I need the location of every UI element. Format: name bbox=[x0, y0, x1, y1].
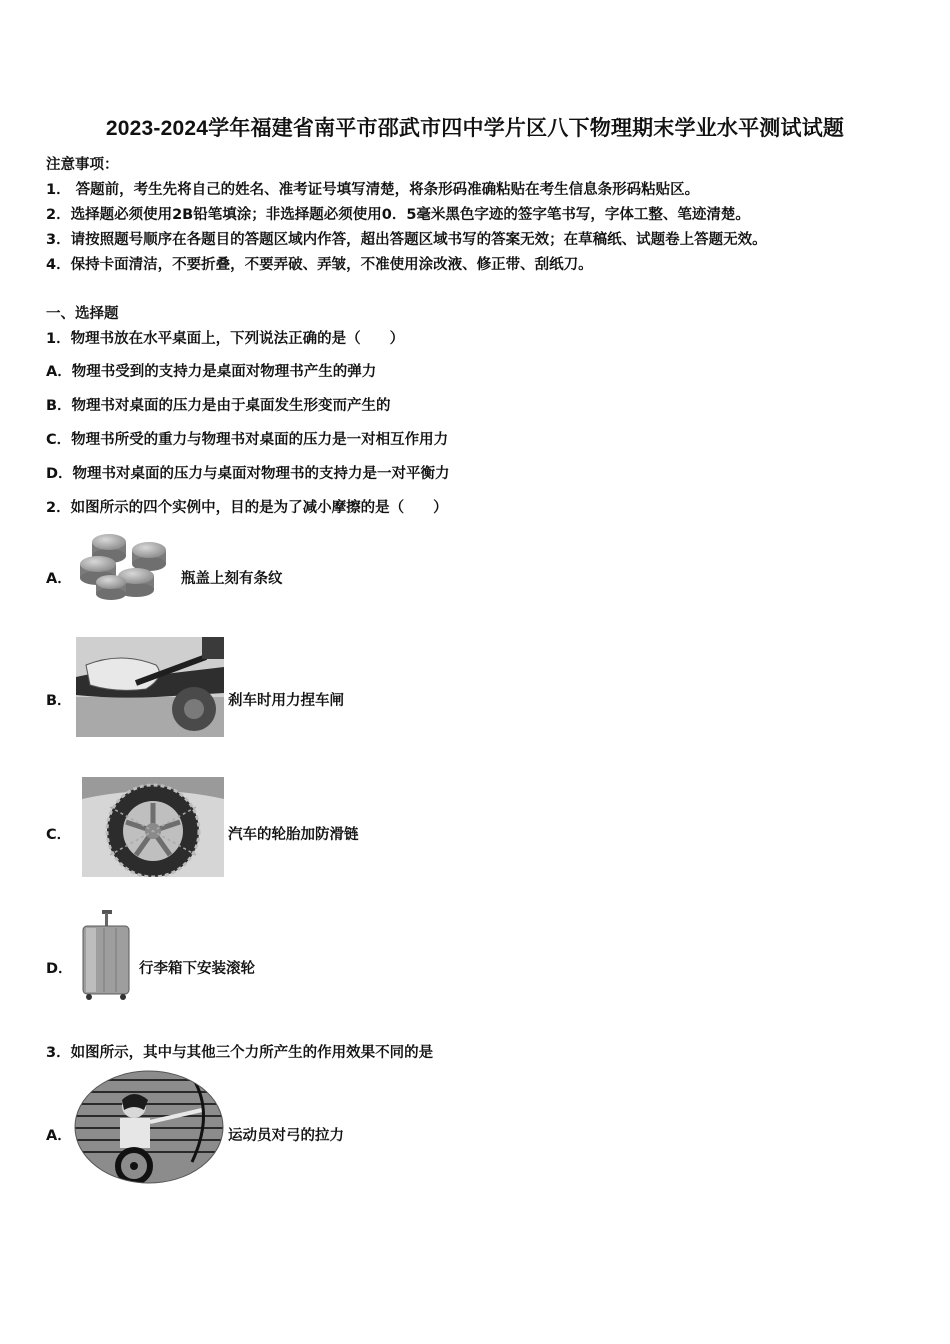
tire-chain-image bbox=[82, 777, 224, 877]
question-2-option-a-text: 瓶盖上刻有条纹 bbox=[181, 571, 283, 587]
brake-lever-image bbox=[76, 637, 224, 737]
notice-item-1: 1． 答题前，考生先将自己的姓名、准考证号填写清楚，将条形码准确粘贴在考生信息条形码粘贴区。 bbox=[46, 182, 700, 198]
question-1-option-a: A．物理书受到的支持力是桌面对物理书产生的弹力 bbox=[46, 364, 377, 380]
question-2-option-c-label: C． bbox=[46, 827, 72, 843]
question-2-option-d-text: 行李箱下安装滚轮 bbox=[139, 961, 255, 977]
question-1-option-c: C．物理书所受的重力与物理书对桌面的压力是一对相互作用力 bbox=[46, 432, 449, 448]
bottle-caps-image bbox=[76, 530, 176, 606]
question-2-option-a-label: A． bbox=[46, 571, 72, 587]
question-1-option-b: B．物理书对桌面的压力是由于桌面发生形变而产生的 bbox=[46, 398, 391, 414]
page-title: 2023-2024学年福建省南平市邵武市四中学片区八下物理期末学业水平测试试题 bbox=[105, 117, 845, 140]
question-3-option-a-label: A． bbox=[46, 1128, 72, 1144]
question-2-stem: 2．如图所示的四个实例中，目的是为了减小摩擦的是（ ） bbox=[46, 500, 448, 516]
archer-image bbox=[74, 1070, 224, 1184]
question-3-stem: 3．如图所示，其中与其他三个力所产生的作用效果不同的是 bbox=[46, 1045, 434, 1061]
notice-item-4: 4．保持卡面清洁，不要折叠，不要弄破、弄皱，不准使用涂改液、修正带、刮纸刀。 bbox=[46, 257, 593, 273]
suitcase-image bbox=[80, 910, 132, 1000]
question-1-option-d: D．物理书对桌面的压力与桌面对物理书的支持力是一对平衡力 bbox=[46, 466, 450, 482]
question-2-option-c-text: 汽车的轮胎加防滑链 bbox=[228, 827, 359, 843]
question-2-option-d-label: D． bbox=[46, 961, 73, 977]
section-heading: 一、选择题 bbox=[46, 306, 119, 322]
notice-heading: 注意事项： bbox=[46, 157, 119, 173]
question-1-stem: 1．物理书放在水平桌面上，下列说法正确的是（ ） bbox=[46, 331, 405, 347]
notice-item-2: 2．选择题必须使用2B铅笔填涂；非选择题必须使用0．5毫米黑色字迹的签字笔书写，字体工整、笔迹清楚。 bbox=[46, 207, 750, 223]
question-2-option-b-label: B． bbox=[46, 693, 72, 709]
question-2-option-b-text: 刹车时用力捏车闸 bbox=[228, 693, 344, 709]
question-3-option-a-text: 运动员对弓的拉力 bbox=[228, 1128, 344, 1144]
notice-item-3: 3．请按照题号顺序在各题目的答题区域内作答，超出答题区域书写的答案无效；在草稿纸、试题卷上答题无效。 bbox=[46, 232, 767, 248]
